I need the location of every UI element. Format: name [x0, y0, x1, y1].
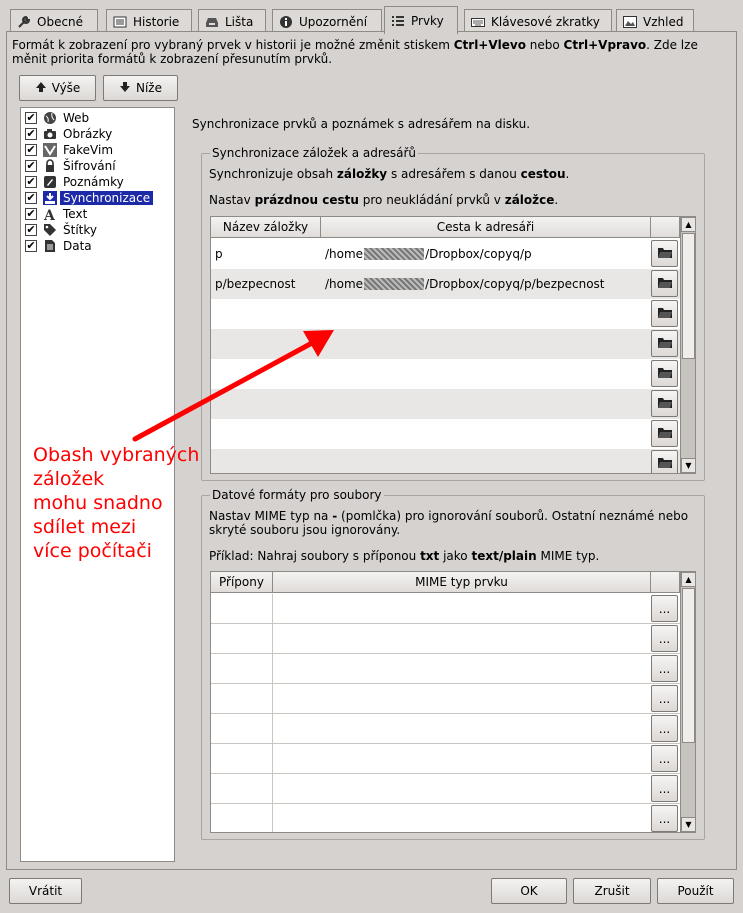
- plugin-label: Data: [63, 239, 92, 253]
- plugin-label: Obrázky: [63, 127, 113, 141]
- move-up-button[interactable]: [19, 75, 96, 101]
- hint-text: Formát k zobrazení pro vybraný prvek v historii je možné změnit stiskem: [12, 38, 454, 52]
- plugin-checkbox[interactable]: ✔: [26, 223, 36, 236]
- info-bold: prázdnou cestu: [254, 193, 359, 207]
- info-text: .: [554, 193, 559, 207]
- cancel-button[interactable]: [573, 878, 651, 904]
- plugin-label: Synchronizace: [60, 191, 153, 205]
- plugin-item-encryption[interactable]: [25, 158, 175, 174]
- path-cell[interactable]: [321, 359, 651, 389]
- info-text: jako: [439, 549, 472, 563]
- info-text: s adresářem s danou: [387, 167, 521, 181]
- plugin-checkbox[interactable]: ✔: [26, 127, 36, 140]
- plugin-checkbox[interactable]: ✔: [26, 175, 36, 188]
- tab-items[interactable]: [384, 6, 458, 34]
- browse-folder-button[interactable]: [651, 450, 678, 474]
- column-header-extensions[interactable]: Přípony: [211, 572, 273, 593]
- tab-history[interactable]: [106, 9, 192, 33]
- browse-folder-button[interactable]: [651, 330, 678, 357]
- choose-mime-button[interactable]: [651, 625, 678, 652]
- mime-cell[interactable]: [273, 744, 651, 774]
- column-header-tab[interactable]: Název záložky: [211, 217, 321, 238]
- ok-button[interactable]: [491, 878, 567, 904]
- table-row[interactable]: [211, 239, 680, 269]
- tab-name-cell[interactable]: [211, 359, 321, 389]
- mime-cell[interactable]: [273, 654, 651, 684]
- choose-mime-button[interactable]: [651, 775, 678, 802]
- annotation-line: sdílet mezi: [33, 516, 137, 538]
- info-text: MIME typ.: [536, 549, 600, 563]
- info-icon: [279, 15, 293, 29]
- browse-folder-button[interactable]: [651, 390, 678, 417]
- plugin-label: Text: [63, 207, 88, 221]
- table-row[interactable]: [211, 389, 680, 419]
- apply-button[interactable]: [657, 878, 734, 904]
- plugin-label: Web: [63, 111, 90, 125]
- tab-appearance[interactable]: [616, 9, 694, 33]
- button-label: ...: [658, 811, 671, 826]
- picture-icon: [623, 15, 637, 29]
- globe-icon: [43, 111, 57, 125]
- path-cell[interactable]: [321, 329, 651, 359]
- annotation-line: mohu snadno: [33, 492, 163, 514]
- button-label: ...: [658, 631, 671, 646]
- info-text: Nastav MIME typ na: [209, 509, 333, 523]
- scroll-down-arrow[interactable]: ▼: [681, 458, 696, 473]
- extension-cell[interactable]: [211, 744, 273, 774]
- info-text: Synchronizuje obsah: [209, 167, 337, 181]
- column-header-path[interactable]: Cesta k adresáři: [321, 217, 651, 238]
- tab-name-cell[interactable]: [211, 329, 321, 359]
- choose-mime-button[interactable]: [651, 655, 678, 682]
- info-bold: záložky: [336, 167, 388, 181]
- path-cell[interactable]: [321, 389, 651, 419]
- scroll-down-arrow[interactable]: ▼: [681, 817, 696, 832]
- annotation-line: záložek: [33, 468, 105, 490]
- info-bold: záložce: [504, 193, 555, 207]
- path-cell[interactable]: [321, 269, 651, 299]
- path-suffix: /Dropbox/copyq/p/bezpecnost: [425, 277, 605, 291]
- plugin-item-tags[interactable]: [25, 222, 175, 238]
- choose-mime-button[interactable]: [651, 745, 678, 772]
- button-label: ...: [658, 751, 671, 766]
- info-text: pro neukládání prvků v: [358, 193, 505, 207]
- tab-label: Vzhled: [643, 14, 684, 29]
- arrow-down-icon: [119, 81, 131, 96]
- pencil-icon: [43, 175, 57, 189]
- extension-cell[interactable]: [211, 804, 273, 833]
- info-bold: cestou: [520, 167, 566, 181]
- table-row[interactable]: [211, 419, 680, 449]
- path-cell[interactable]: [321, 449, 651, 474]
- button-label: ...: [658, 601, 671, 616]
- choose-mime-button[interactable]: [651, 805, 678, 832]
- path-prefix: /home: [325, 277, 364, 291]
- browse-folder-button[interactable]: [651, 270, 678, 297]
- text-icon: [43, 207, 57, 221]
- info-bold: txt: [420, 549, 440, 563]
- tab-label: Klávesové zkratky: [491, 14, 600, 29]
- sync-table-scrollbar[interactable]: [680, 217, 696, 474]
- tab-label: Lišta: [225, 14, 254, 29]
- browse-folder-button[interactable]: [651, 420, 678, 447]
- scroll-up-arrow[interactable]: ▲: [681, 572, 696, 587]
- plugin-checkbox[interactable]: ✔: [26, 111, 36, 124]
- tab-label: Historie: [133, 14, 180, 29]
- info-bold: text/plain: [471, 549, 537, 563]
- tab-label: Obecné: [37, 14, 84, 29]
- table-row[interactable]: [211, 804, 680, 833]
- table-row[interactable]: [211, 359, 680, 389]
- browse-folder-button[interactable]: [651, 360, 678, 387]
- mime-cell[interactable]: [273, 774, 651, 804]
- tab-bar: [6, 6, 737, 32]
- tag-icon: [43, 223, 57, 237]
- plugin-item-images[interactable]: [25, 126, 175, 142]
- plugin-item-web[interactable]: [25, 110, 175, 126]
- folder-open-icon: [657, 275, 673, 292]
- table-row[interactable]: [211, 594, 680, 624]
- formats-info-2: [209, 549, 599, 563]
- file-icon: [43, 239, 57, 253]
- plugin-checkbox[interactable]: ✔: [26, 159, 36, 172]
- folder-open-icon: [657, 245, 673, 262]
- sync-info-2: [209, 193, 558, 207]
- table-row[interactable]: [211, 449, 680, 474]
- group-title: Datové formáty pro soubory: [212, 488, 382, 502]
- tab-name-cell[interactable]: [211, 389, 321, 419]
- items-icon: [391, 14, 405, 28]
- hint-key: Ctrl+Vlevo: [453, 38, 526, 52]
- folder-open-icon: [657, 305, 673, 322]
- formats-table: [210, 571, 696, 833]
- formats-table-scrollbar[interactable]: [680, 572, 696, 833]
- column-header-mime[interactable]: MIME typ prvku: [273, 572, 651, 593]
- extension-cell[interactable]: [211, 594, 273, 624]
- browse-folder-button[interactable]: [651, 300, 678, 327]
- info-text: .: [565, 167, 570, 181]
- plugin-label: Poznámky: [63, 175, 124, 189]
- mime-cell[interactable]: [273, 594, 651, 624]
- tab-general[interactable]: [10, 9, 98, 33]
- tab-name-cell[interactable]: [211, 419, 321, 449]
- formats-info-1: [209, 509, 689, 537]
- button-label: ...: [658, 661, 671, 676]
- tab-name-cell[interactable]: [211, 299, 321, 329]
- extension-cell[interactable]: [211, 714, 273, 744]
- redacted-username: [364, 278, 424, 290]
- plugin-checkbox[interactable]: ✔: [26, 191, 36, 204]
- list-icon: [113, 15, 127, 29]
- plugin-label: Štítky: [63, 223, 97, 237]
- folder-open-icon: [657, 395, 673, 412]
- folder-open-icon: [657, 365, 673, 382]
- button-label: Zrušit: [594, 884, 630, 898]
- svg-text:A: A: [44, 208, 55, 221]
- plugin-label: FakeVim: [63, 143, 114, 157]
- plugin-item-sync[interactable]: [25, 190, 175, 206]
- path-prefix: /home: [325, 247, 364, 261]
- tab-name-cell[interactable]: [211, 449, 321, 474]
- path-cell[interactable]: [321, 239, 651, 269]
- scroll-thumb[interactable]: [682, 233, 695, 359]
- plugin-item-data[interactable]: [25, 238, 175, 254]
- button-label: ...: [658, 721, 671, 736]
- hint-text: . Zde lze měnit priorita formátů k zobrazení přesunutím prvků.: [12, 38, 698, 66]
- plugin-label: Šifrování: [63, 159, 116, 173]
- button-label: Použít: [677, 884, 714, 898]
- extension-cell[interactable]: [211, 684, 273, 714]
- tab-name-cell[interactable]: p: [215, 247, 223, 261]
- plugin-checkbox[interactable]: ✔: [26, 143, 36, 156]
- folder-open-icon: [657, 425, 673, 442]
- table-row[interactable]: [211, 329, 680, 359]
- tray-icon: [205, 15, 219, 29]
- button-label: ...: [658, 691, 671, 706]
- plugin-checkbox[interactable]: ✔: [26, 239, 36, 252]
- table-row[interactable]: [211, 744, 680, 774]
- button-label: Níže: [136, 81, 162, 95]
- scroll-thumb[interactable]: [682, 588, 695, 743]
- plugin-item-notes[interactable]: [25, 174, 175, 190]
- table-row[interactable]: [211, 269, 680, 299]
- table-row[interactable]: [211, 714, 680, 744]
- info-text: Příklad: Nahraj soubory s příponou: [209, 549, 421, 563]
- extension-cell[interactable]: [211, 774, 273, 804]
- plugin-item-text[interactable]: [25, 206, 175, 222]
- button-label: ...: [658, 781, 671, 796]
- path-suffix: /Dropbox/copyq/p: [425, 247, 532, 261]
- plugin-item-fakevim[interactable]: [25, 142, 175, 158]
- extension-cell[interactable]: [211, 624, 273, 654]
- table-row[interactable]: [211, 774, 680, 804]
- hint-key: Ctrl+Vpravo: [563, 38, 647, 52]
- annotation-line: více počítači: [33, 540, 152, 562]
- folder-open-icon: [657, 335, 673, 352]
- arrow-up-icon: [35, 81, 47, 96]
- scroll-up-arrow[interactable]: ▲: [681, 217, 696, 232]
- path-cell[interactable]: [321, 419, 651, 449]
- choose-mime-button[interactable]: [651, 595, 678, 622]
- tab-name-cell[interactable]: p/bezpecnost: [215, 277, 296, 291]
- info-text: (pomlčka) pro ignorování souborů. Ostatní neznámé nebo skryté souboru jsou ignorovány.: [209, 509, 689, 537]
- choose-mime-button[interactable]: [651, 715, 678, 742]
- column-header-empty: [651, 217, 680, 238]
- table-row[interactable]: [211, 624, 680, 654]
- button-label: Vrátit: [28, 884, 63, 898]
- redacted-username: [364, 248, 424, 260]
- plugin-checkbox[interactable]: ✔: [26, 207, 36, 220]
- table-row[interactable]: [211, 684, 680, 714]
- column-header-empty: [651, 572, 680, 593]
- reset-button[interactable]: [9, 878, 82, 904]
- lock-icon: [43, 159, 57, 173]
- priority-hint: [12, 38, 732, 66]
- sync-icon: [43, 191, 57, 205]
- table-row[interactable]: [211, 299, 680, 329]
- button-label: OK: [520, 884, 538, 898]
- mime-cell[interactable]: [273, 714, 651, 744]
- camera-icon: [43, 127, 57, 141]
- keyboard-icon: [471, 15, 485, 29]
- tab-tray[interactable]: [198, 9, 266, 33]
- info-bold: -: [332, 509, 338, 523]
- browse-folder-button[interactable]: [651, 240, 678, 267]
- fakevim-icon: [43, 143, 57, 157]
- mime-cell[interactable]: [273, 804, 651, 833]
- tab-label: Upozornění: [299, 14, 368, 29]
- tab-label: Prvky: [411, 13, 444, 28]
- move-down-button[interactable]: [103, 75, 178, 101]
- wrench-icon: [17, 15, 31, 29]
- table-row[interactable]: [211, 654, 680, 684]
- annotation-text: [33, 443, 199, 563]
- mime-cell[interactable]: [273, 684, 651, 714]
- group-title: Synchronizace záložek a adresářů: [212, 146, 417, 160]
- sync-table: [210, 216, 696, 474]
- mime-cell[interactable]: [273, 624, 651, 654]
- info-text: Nastav: [209, 193, 255, 207]
- extension-cell[interactable]: [211, 654, 273, 684]
- choose-mime-button[interactable]: [651, 685, 678, 712]
- sync-info-1: [209, 167, 569, 181]
- folder-open-icon: [657, 455, 673, 472]
- path-cell[interactable]: [321, 299, 651, 329]
- tab-shortcuts[interactable]: [464, 9, 612, 33]
- annotation-line: Obash vybraných: [33, 444, 200, 466]
- hint-text: nebo: [525, 38, 564, 52]
- tab-notifications[interactable]: [272, 9, 382, 33]
- sync-description: Synchronizace prvků a poznámek s adresářem na disku.: [192, 117, 531, 131]
- button-label: Výše: [51, 81, 81, 95]
